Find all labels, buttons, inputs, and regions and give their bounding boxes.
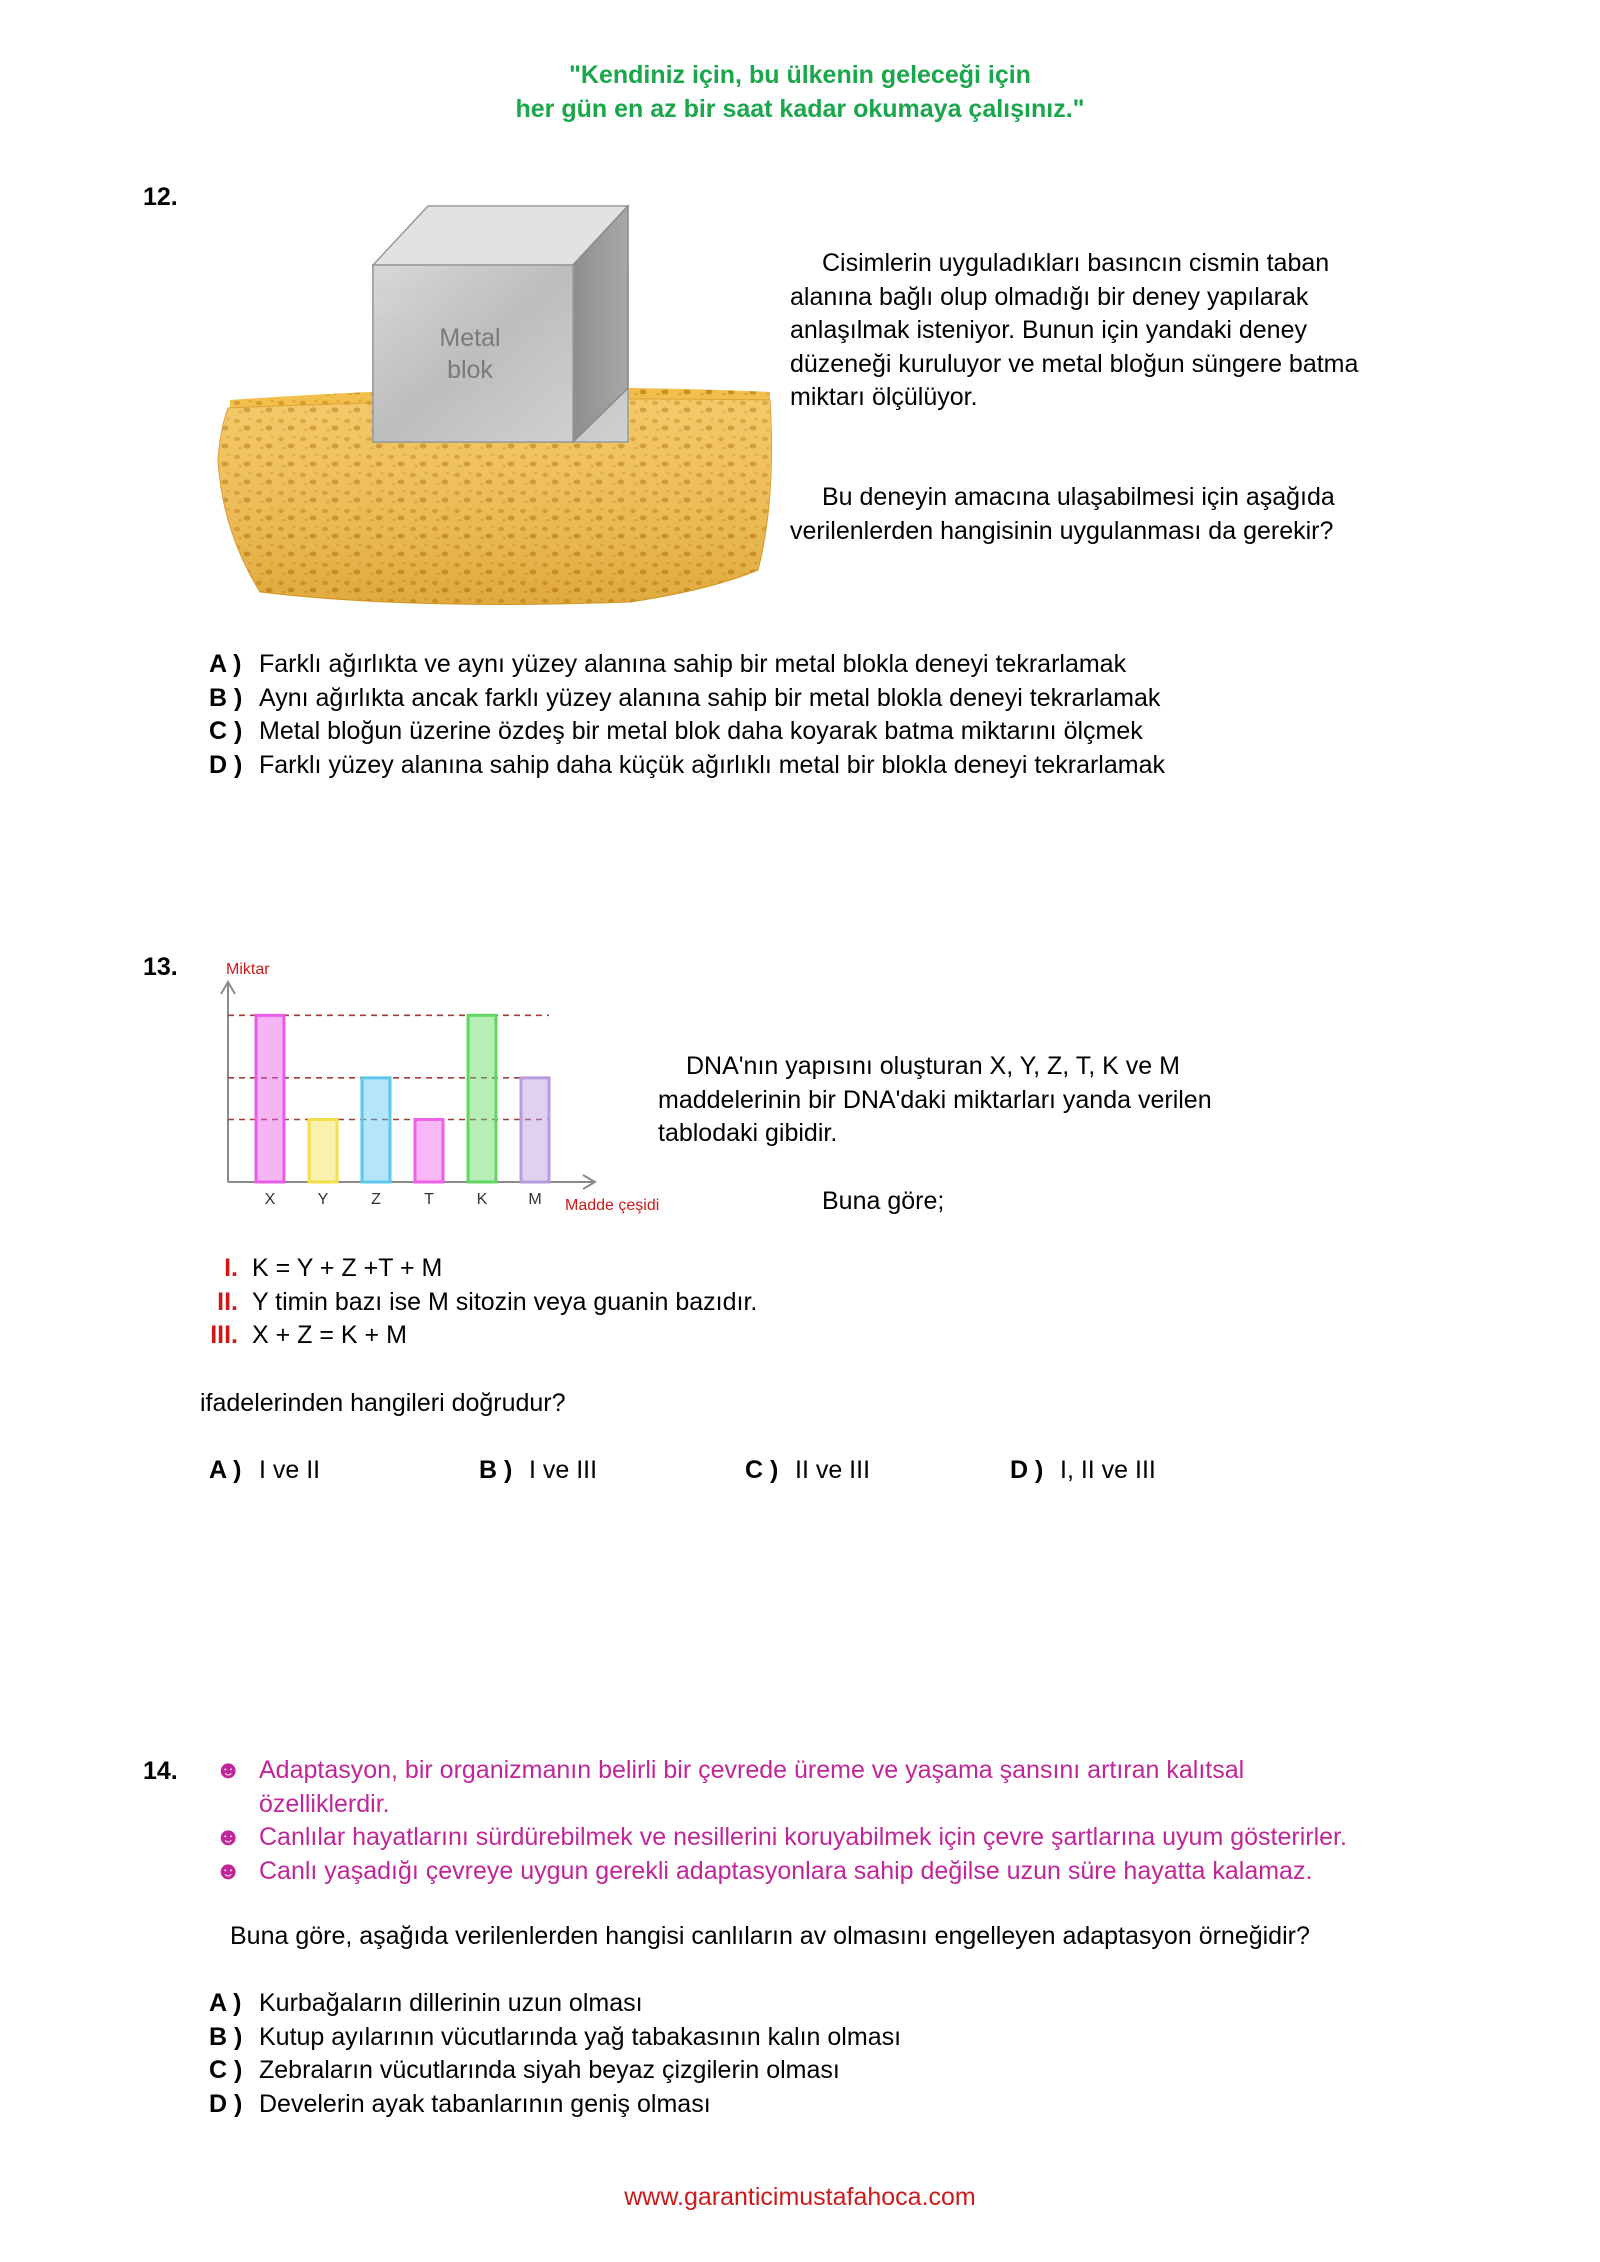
q13-option-d[interactable]: D ) I, II ve III [1010,1456,1156,1484]
option-b[interactable]: B ) Aynı ağırlıkta ancak farklı yüzey alanına sahip bir metal blokla deneyi tekrarlamak [209,683,1161,712]
q13-option-a[interactable]: A ) I ve II [209,1456,321,1484]
question-13-statements [196,1252,757,1353]
metal-label: Metal [439,324,501,352]
tick-label-K: K [476,1191,488,1208]
bar-X [256,1015,284,1182]
question-13-number: 13. [143,953,178,981]
bullet-item: ☻ Canlı yaşadığı çevreye uygun gerekli adaptasyonlara sahip değilse uzun süre hayatta kalamaz. [215,1855,1515,1889]
statement-iii: III. X + Z = K + M [210,1321,407,1349]
question-14-bullets [215,1754,1515,1888]
statement-i: I. K = Y + Z +T + M [224,1254,443,1282]
q14-option-a[interactable]: A ) Kurbağaların dillerinin uzun olması [209,1989,643,2017]
smiley-icon: ☻ [215,1856,242,1885]
option-c[interactable]: C ) Metal bloğun üzerine özdeş bir metal blok daha koyarak batma miktarını ölçmek [209,717,1143,745]
tick-label-T: T [424,1191,434,1208]
question-14-number: 14. [143,1757,178,1785]
question-14-options [209,1987,901,2121]
bar-K [468,1015,496,1182]
block-label: blok [447,356,493,384]
question-12-paragraph-2: Bu deneyin amacına ulaşabilmesi için aşağıda verilenlerden hangisinin uygulanması da gerekir? [790,483,1335,545]
bullet-item: ☻ Canlılar hayatlarını sürdürebilmek ve nesillerini koruyabilmek için çevre şartlarına uyum gösterirler. [215,1821,1515,1855]
option-a[interactable]: A ) Farklı ağırlıkta ve aynı yüzey alanına sahip bir metal blokla deneyi tekrarlamak [209,650,1127,678]
bar-Z [362,1078,390,1182]
bar-M [521,1078,549,1182]
statement-ii: II. Y timin bazı ise M sitozin veya guanin bazıdır. [217,1287,758,1316]
motto-line-2: her gün en az bir saat kadar okumaya çalışınız." [515,95,1085,123]
dna-bar-chart [210,950,690,1220]
question-13-paragraph: DNA'nın yapısını oluşturan X, Y, Z, T, K ve M maddelerinin bir DNA'daki miktarları yanda verilen tablodaki gibidir. [658,1052,1212,1147]
y-axis-label: Miktar [226,961,270,978]
question-14-prompt: Buna göre, aşağıda verilenlerden hangisi canlıların av olmasını engelleyen adaptasyon örneğidir? [230,1922,1310,1950]
x-axis-label: Madde çeşidi [565,1197,660,1214]
tick-label-M: M [528,1191,542,1208]
q13-option-c[interactable]: C ) II ve III [745,1456,871,1484]
buna-gore: Buna göre; [822,1187,945,1215]
motto-line-1: "Kendiniz için, bu ülkenin geleceği için [569,61,1031,89]
q14-option-c[interactable]: C ) Zebraların vücutlarında siyah beyaz çizgilerin olması [209,2056,840,2084]
q13-option-b[interactable]: B ) I ve III [479,1456,598,1484]
question-12-paragraph-1: Cisimlerin uyguladıkları basıncın cismin taban alanına bağlı olup olmadığı bir deney yapılarak anlaşılmak isteniyor. Bunun için yandaki deney düzeneği kuruluyor ve metal bloğun süngere batma miktarı ölçülüyor. [790,249,1359,411]
question-12-number: 12. [143,183,178,211]
smiley-icon: ☻ [215,1823,242,1851]
footer-website-link[interactable]: www.garanticimustafahoca.com [624,2183,976,2211]
question-12-options [209,648,1165,782]
smiley-icon: ☻ [215,1756,242,1784]
tick-label-Y: Y [317,1191,329,1208]
option-d[interactable]: D ) Farklı yüzey alanına sahip daha küçük ağırlıklı metal bir blokla deneyi tekrarlamak [209,750,1165,779]
tick-label-X: X [264,1191,276,1208]
tick-label-Z: Z [371,1191,381,1208]
q14-option-b[interactable]: B ) Kutup ayılarının vücutlarında yağ tabakasının kalın olması [209,2022,902,2051]
q14-option-d[interactable]: D ) Develerin ayak tabanlarının geniş olması [209,2089,711,2118]
question-13-prompt: ifadelerinden hangileri doğrudur? [200,1389,566,1417]
bar-Y [309,1120,337,1183]
bullet-item: ☻ Adaptasyon, bir organizmanın belirli bir çevrede üreme ve yaşama şansını artıran kalıtsal özelliklerdir. [215,1756,1245,1818]
bar-T [415,1120,443,1183]
sponge-metal-block-image [210,200,780,610]
